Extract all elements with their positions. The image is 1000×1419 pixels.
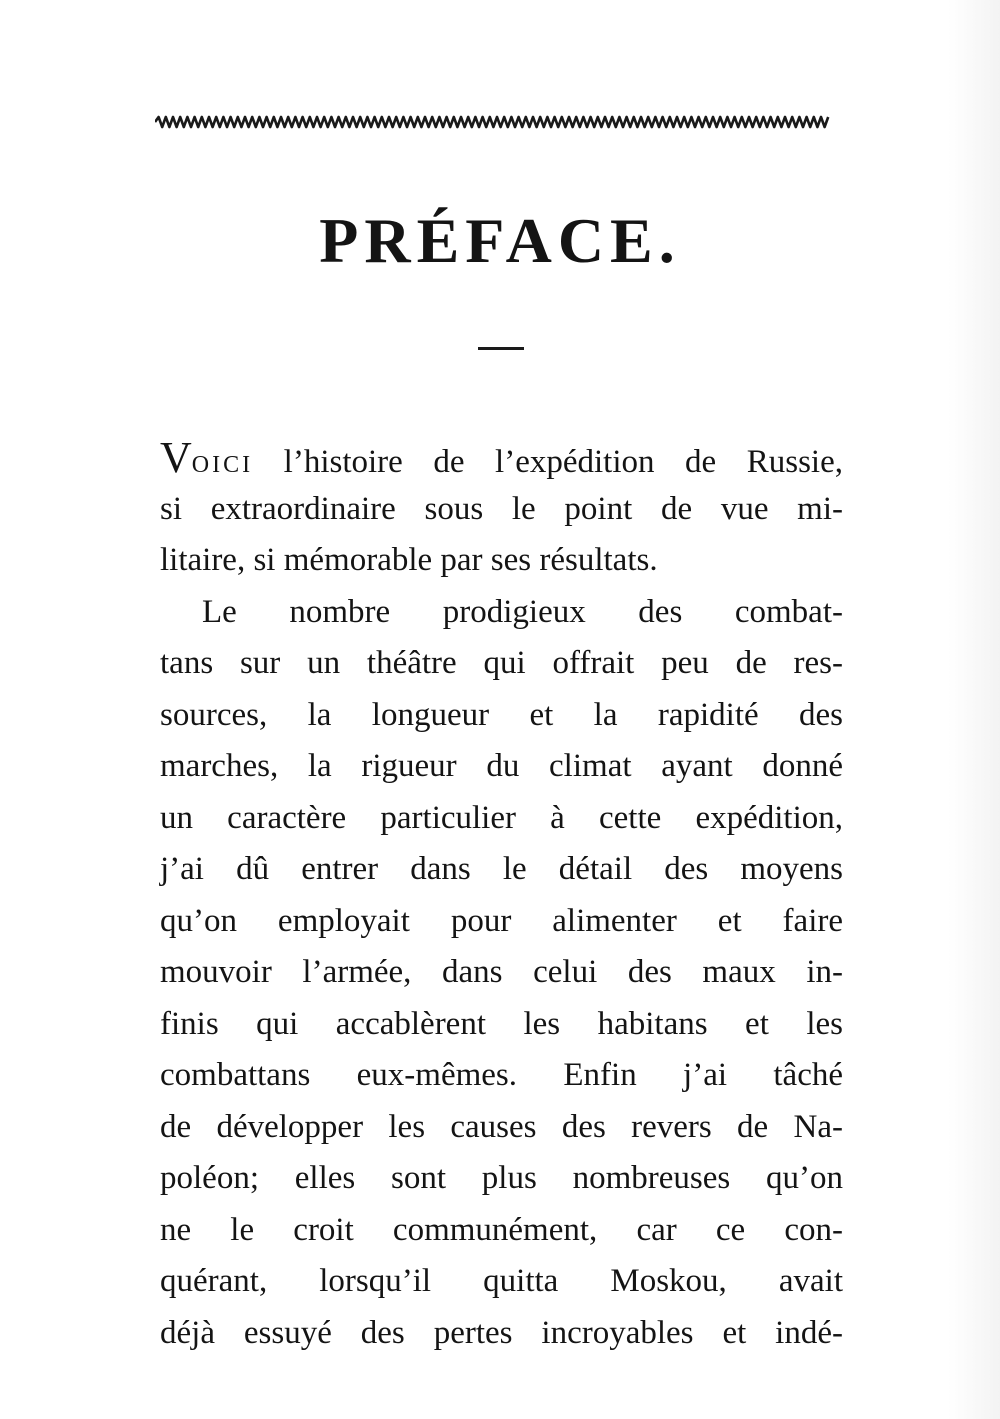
text-line: si extraordinaire sous le point de vue mi-: [160, 490, 843, 527]
title-separator-dash: [478, 347, 524, 350]
text-line: j’ai dû entrer dans le détail des moyens: [160, 851, 843, 887]
text-line: sources, la longueur et la rapidité des: [160, 696, 843, 733]
text-line: Le nombre prodigieux des combat-: [202, 593, 843, 630]
preface-body: [160, 432, 843, 1359]
small-caps-word: OICI: [191, 452, 254, 478]
text-line: litaire, si mémorable par ses résultats.: [160, 542, 658, 578]
text-line: marches, la rigueur du climat ayant donné: [160, 748, 843, 784]
text-line: poléon; elles sont plus nombreuses qu’on: [160, 1160, 843, 1196]
text-line: déjà essuyé des pertes incroyables et indé-: [160, 1314, 843, 1351]
text-line: combattans eux-mêmes. Enfin j’ai tâché: [160, 1057, 843, 1093]
text-line: mouvoir l’armée, dans celui des maux in-: [160, 954, 843, 990]
text-line: un caractère particulier à cette expédition,: [160, 799, 843, 836]
ornamental-wavy-rule: [155, 113, 831, 131]
text-line: tans sur un théâtre qui offrait peu de res-: [160, 645, 843, 681]
page-title: PRÉFACE.: [319, 205, 681, 276]
first-line-text: l’histoire de l’expédition de Russie,: [253, 444, 843, 480]
text-line: quérant, lorsqu’il quitta Moskou, avait: [160, 1263, 843, 1299]
text-line: qu’on employait pour alimenter et faire: [160, 902, 843, 939]
text-line: ne le croit communément, car ce con-: [160, 1211, 843, 1248]
text-line: de développer les causes des revers de Na-: [160, 1108, 843, 1145]
drop-cap: V: [160, 433, 192, 482]
text-line: finis qui accablèrent les habitans et les: [160, 1005, 843, 1042]
text-line-1: [160, 432, 843, 484]
